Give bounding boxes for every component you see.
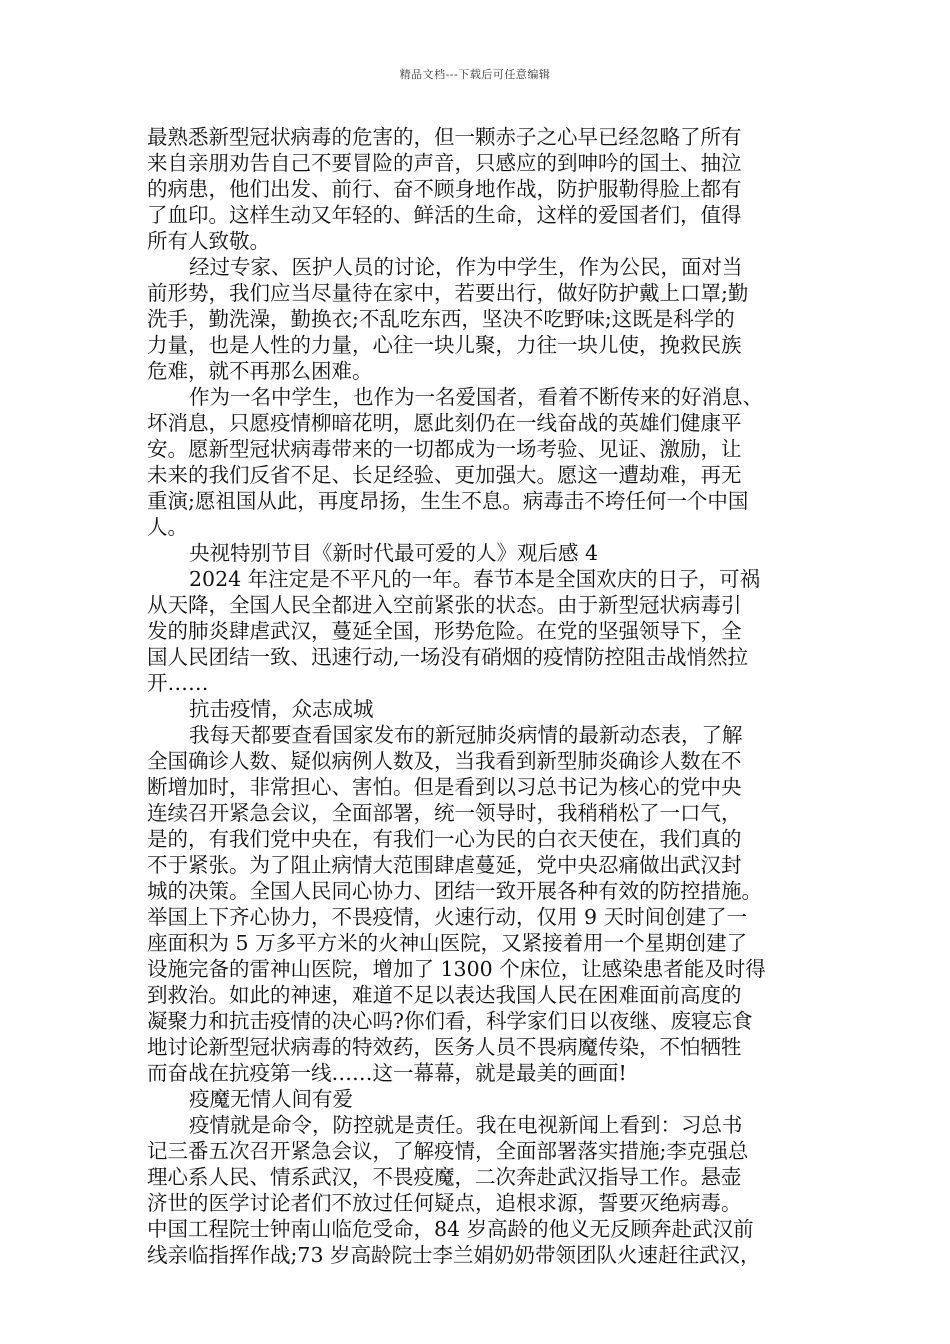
line-text: 2024 年注定是不平凡的一年。春节本是全国欢庆的日子，可祸 xyxy=(189,567,761,591)
text-line xyxy=(147,124,812,150)
text-line xyxy=(147,1008,812,1034)
text-line xyxy=(147,410,812,436)
line-text: 了血印。这样生动又年轻的、鲜活的生命，这样的爱国者们，值得 xyxy=(147,203,742,227)
text-line xyxy=(147,228,812,254)
line-text: 是的，有我们党中央在，有我们一心为民的白衣天使在，我们真的 xyxy=(147,827,742,851)
text-line xyxy=(147,1216,812,1242)
text-line xyxy=(147,462,812,488)
line-text: 作为一名中学生，也作为一名爱国者，看着不断传来的好消息、 xyxy=(189,385,763,409)
line-text: 设施完备的雷神山医院，增加了 1300 个床位，让感染患者能及时得 xyxy=(147,957,766,981)
line-text: 不于紧张。为了阻止病情大范围肆虐蔓延，党中央忍痛做出武汉封 xyxy=(147,853,742,877)
line-text: 疫情就是命令，防控就是责任。我在电视新闻上看到：习总书 xyxy=(189,1113,743,1137)
line-text: 经过专家、医护人员的讨论，作为中学生，作为公民，面对当 xyxy=(189,255,743,279)
line-text: 央视特别节目《新时代最可爱的人》观后感 4 xyxy=(189,541,599,565)
paragraph-start-line xyxy=(147,696,812,722)
text-line xyxy=(147,488,812,514)
line-text: 未来的我们反省不足、长足经验、更加强大。愿这一遭劫难，再无 xyxy=(147,463,742,487)
line-text: 最熟悉新型冠状病毒的危害的，但一颗赤子之心早已经忽略了所有 xyxy=(147,125,742,149)
line-text: 危难，就不再那么困难。 xyxy=(147,359,373,383)
line-text: 重演;愿祖国从此，再度昂扬，生生不息。病毒击不垮任何一个中国 xyxy=(147,489,749,513)
line-text: 城的决策。全国人民同心协力、团结一致开展各种有效的防控措施。 xyxy=(147,879,762,903)
line-text: 发的肺炎肆虐武汉，蔓延全国，形势危险。在党的坚强领导下，全 xyxy=(147,619,742,643)
text-line xyxy=(147,176,812,202)
line-text: 断增加时，非常担心、害怕。但是看到以习总书记为核心的党中央 xyxy=(147,775,742,799)
line-text: 的病患，他们出发、前行、奋不顾身地作战，防护服勒得脸上都有 xyxy=(147,177,742,201)
text-line xyxy=(147,748,812,774)
text-line xyxy=(147,774,812,800)
line-text: 线亲临指挥作战;73 岁高龄院士李兰娟奶奶带领团队火速赶往武汉， xyxy=(147,1243,761,1267)
line-text: 人。 xyxy=(147,515,188,539)
text-line xyxy=(147,618,812,644)
text-line xyxy=(147,358,812,384)
line-text: 国人民团结一致、迅速行动,一场没有硝烟的疫情防控阻击战悄然拉 xyxy=(147,645,749,669)
paragraph-start-line xyxy=(147,384,812,410)
text-line xyxy=(147,1190,812,1216)
text-line xyxy=(147,1242,812,1268)
text-line xyxy=(147,280,812,306)
line-text: 前形势，我们应当尽量待在家中，若要出行，做好防护戴上口罩;勤 xyxy=(147,281,749,305)
line-text: 凝聚力和抗击疫情的决心吗?你们看，科学家们日以夜继、废寝忘食 xyxy=(147,1009,753,1033)
page-header: 精品文档---下载后可任意编辑 xyxy=(399,68,551,81)
line-text: 疫魔无情人间有爱 xyxy=(189,1087,353,1111)
line-text: 全国确诊人数、疑似病例人数及，当我看到新型肺炎确诊人数在不 xyxy=(147,749,742,773)
text-line xyxy=(147,956,812,982)
line-text: 举国上下齐心协力，不畏疫情，火速行动，仅用 9 天时间创建了一 xyxy=(147,905,748,929)
text-line xyxy=(147,1164,812,1190)
text-line xyxy=(147,306,812,332)
line-text: 洗手，勤洗澡，勤换衣;不乱吃东西，坚决不吃野味;这既是科学的 xyxy=(147,307,735,331)
line-text: 座面积为 5 万多平方米的火神山医院，又紧接着用一个星期创建了 xyxy=(147,931,748,955)
text-line xyxy=(147,514,812,540)
text-line xyxy=(147,852,812,878)
line-text: 到救治。如此的神速，难道不足以表达我国人民在困难面前高度的 xyxy=(147,983,742,1007)
text-line xyxy=(147,982,812,1008)
paragraph-start-line xyxy=(147,254,812,280)
text-line xyxy=(147,800,812,826)
line-text: 抗击疫情，众志成城 xyxy=(189,697,374,721)
text-line xyxy=(147,1138,812,1164)
line-text: 坏消息，只愿疫情柳暗花明，愿此刻仍在一线奋战的英雄们健康平 xyxy=(147,411,742,435)
line-text: 力量，也是人性的力量，心往一块儿聚，力往一块儿使，挽救民族 xyxy=(147,333,742,357)
line-text: 来自亲朋劝告自己不要冒险的声音，只感应的到呻吟的国土、抽泣 xyxy=(147,151,742,175)
line-text: 济世的医学讨论者们不放过任何疑点，追根求源，誓要灭绝病毒。 xyxy=(147,1191,742,1215)
paragraph-start-line xyxy=(147,566,812,592)
text-line xyxy=(147,332,812,358)
text-line xyxy=(147,878,812,904)
line-text: 记三番五次召开紧急会议，了解疫情，全面部署落实措施;李克强总 xyxy=(147,1139,749,1163)
paragraph-start-line xyxy=(147,1112,812,1138)
line-text: 而奋战在抗疫第一线……这一幕幕，就是最美的画面! xyxy=(147,1061,627,1085)
text-line xyxy=(147,1034,812,1060)
paragraph-start-line xyxy=(147,540,812,566)
text-line xyxy=(147,436,812,462)
text-line xyxy=(147,644,812,670)
text-line xyxy=(147,150,812,176)
line-text: 我每天都要查看国家发布的新冠肺炎病情的最新动态表，了解 xyxy=(189,723,743,747)
text-line xyxy=(147,826,812,852)
text-line xyxy=(147,670,812,696)
text-line xyxy=(147,904,812,930)
text-line xyxy=(147,1060,812,1086)
line-text: 理心系人民、情系武汉，不畏疫魔，二次奔赴武汉指导工作。悬壶 xyxy=(147,1165,742,1189)
text-line xyxy=(147,592,812,618)
paragraph-start-line xyxy=(147,1086,812,1112)
line-text: 所有人致敬。 xyxy=(147,229,270,253)
line-text: 连续召开紧急会议，全面部署，统一领导时，我稍稍松了一口气， xyxy=(147,801,742,825)
text-line xyxy=(147,930,812,956)
line-text: 安。愿新型冠状病毒带来的一切都成为一场考验、见证、激励，让 xyxy=(147,437,742,461)
paragraph-start-line xyxy=(147,722,812,748)
text-line xyxy=(147,202,812,228)
line-text: 从天降，全国人民全都进入空前紧张的状态。由于新型冠状病毒引 xyxy=(147,593,742,617)
document-body xyxy=(147,124,812,1268)
line-text: 开…… xyxy=(147,671,209,695)
line-text: 地讨论新型冠状病毒的特效药，医务人员不畏病魔传染，不怕牺牲 xyxy=(147,1035,742,1059)
line-text: 中国工程院士钟南山临危受命，84 岁高龄的他义无反顾奔赴武汉前 xyxy=(147,1217,754,1241)
